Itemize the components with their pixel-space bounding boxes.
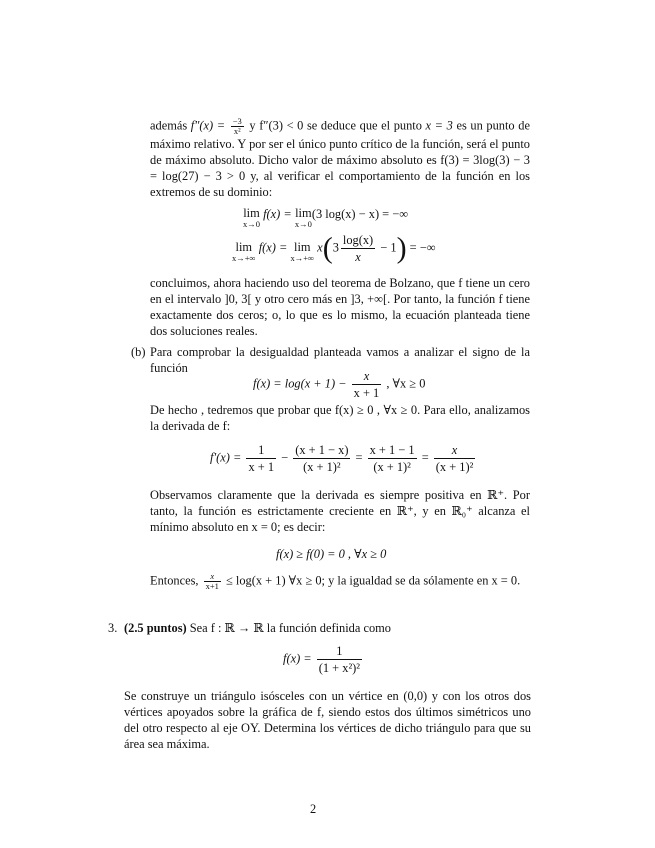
lim-subscript: x→+∞	[232, 253, 256, 263]
part-a-paragraph-1	[150, 117, 530, 200]
math-fragment: f(x) = log(x + 1) −	[253, 376, 350, 391]
part-b-paragraph-1: De hecho , tedremos que probar que f(x) ≥ 0 , ∀x ≥ 0. Para ello, analizamos la derivada de f:	[150, 403, 530, 433]
fraction-denominator: x + 1	[353, 386, 380, 400]
fraction-numerator: x	[363, 369, 370, 383]
problem-points: (2.5 puntos)	[124, 621, 187, 635]
math-fragment: − 1	[377, 240, 397, 255]
fraction	[434, 442, 476, 475]
text-fragment: además	[150, 118, 191, 133]
lim-subscript: x→+∞	[290, 253, 315, 263]
math-fragment: 3	[332, 240, 339, 255]
text-fragment: Entonces,	[150, 573, 202, 588]
math-fragment: f″(x) =	[190, 118, 229, 133]
problem-3-statement	[124, 620, 534, 636]
fraction-numerator: log(x)	[342, 233, 374, 247]
page-number: 2	[310, 802, 317, 816]
fraction-numerator: x	[451, 443, 458, 457]
math-operator: =	[418, 450, 432, 465]
fraction-denominator: (1 + x²)²	[318, 661, 361, 675]
part-b-label: (b)	[131, 345, 146, 359]
math-fragment: x	[314, 240, 323, 255]
equation-fx	[253, 368, 425, 401]
lim-text: lim	[235, 240, 253, 254]
text-fragment: es un	[452, 118, 483, 133]
text-fragment: y f″(3) < 0 se deduce que el punto	[245, 118, 426, 133]
problem-3-number: 3.	[108, 621, 118, 635]
fraction-denominator: x	[341, 248, 375, 265]
math-fragment: f(x) =	[255, 240, 291, 255]
right-paren: )	[396, 231, 407, 265]
lim-text: lim	[295, 206, 312, 220]
problem-3-body: Se construye un triángulo isósceles con un vértice en (0,0) y con los otros dos vértices apoyados sobre la gráfica de f, siendo estos dos últimos simétricos uno del otro respecto al eje OY. Determina los vértices de dicho triángulo para que su área sea máxima.	[124, 689, 531, 751]
fraction-denominator: x+1	[205, 581, 219, 591]
fraction	[231, 117, 244, 136]
lim-subscript: x→0	[294, 219, 312, 229]
part-a-paragraph-2: concluimos, ahora haciendo uso del teorema de Bolzano, que f tiene un cero en el intervalo ]0, 3[ y otro cero más en ]3, +∞[. Por tanto, la función f tiene exactamente dos ceros; o, lo que es lo mismo, la ecuación planteada tiene dos soluciones reales.	[150, 276, 530, 338]
fraction-numerator: −3	[232, 116, 242, 126]
fraction-numerator: 1	[258, 443, 265, 457]
part-b-conclusion	[150, 572, 540, 591]
fraction	[204, 572, 221, 591]
lim-text: lim	[294, 240, 311, 254]
math-operator: −	[278, 450, 292, 465]
math-fragment: (3 log(x) − x) = −∞	[311, 207, 409, 221]
fraction	[317, 643, 362, 676]
math-fragment: f(x) =	[260, 207, 295, 221]
limit-equation-1	[243, 206, 408, 229]
part-b-paragraph-2: Observamos claramente que la derivada es siempre positiva en ℝ⁺. Por tanto, la función es estrictamente creciente en ℝ⁺, y en ℝ₀⁺ alcanza el mínimo absoluto en x = 0; es decir:	[150, 488, 530, 534]
math-fragment: = −∞	[406, 240, 436, 255]
fraction-denominator: x²	[231, 126, 244, 136]
math-fragment: f(x) =	[283, 651, 315, 666]
limit-operator	[243, 206, 260, 229]
fraction-denominator: (x + 1)²	[435, 460, 474, 474]
fraction	[352, 368, 382, 401]
equation-minimum: f(x) ≥ f(0) = 0 , ∀x ≥ 0	[276, 547, 387, 561]
fraction-numerator: 1	[336, 644, 343, 658]
limit-operator	[295, 206, 312, 229]
fraction	[246, 442, 276, 475]
math-operator: =	[352, 450, 366, 465]
equation-derivative	[210, 442, 477, 475]
problem-3-equation	[283, 643, 364, 676]
fraction-numerator: x	[210, 571, 215, 581]
fraction-denominator: x + 1	[248, 460, 275, 474]
math-fragment: f′(x) =	[210, 450, 245, 465]
fraction-denominator: (x + 1)²	[293, 458, 350, 475]
limit-operator	[290, 240, 314, 263]
fraction	[293, 442, 350, 475]
fraction	[341, 232, 375, 265]
text-fragment: ≤ log(x + 1) ∀x ≥ 0; y la igualdad se da sólamente en x = 0.	[222, 573, 521, 588]
fraction-numerator: (x + 1 − x)	[295, 443, 349, 457]
text-fragment: punto de máximo relativo. Y por ser el único punto crítico de la función, será el punto de máximo absoluto. Dicho valor de máximo absoluto es f(3) = 3log(3) − 3 = log(27) − 3 > 0 y, al verificar el comportamiento de la función en los extremos de su dominio:	[150, 118, 530, 199]
fraction-numerator: x + 1 − 1	[369, 443, 415, 457]
part-b-intro: Para comprobar la desigualdad planteada vamos a analizar el signo de la función	[150, 345, 530, 375]
math-fragment: x = 3	[425, 118, 453, 133]
fraction-denominator: (x + 1)²	[368, 458, 417, 475]
math-fragment: , ∀x ≥ 0	[383, 376, 426, 391]
lim-text: lim	[243, 206, 260, 220]
left-paren: (	[322, 231, 333, 265]
lim-subscript: x→0	[243, 219, 260, 229]
fraction	[368, 442, 417, 475]
limit-equation-2	[232, 232, 436, 265]
text-fragment: Sea f : ℝ → ℝ la función definida como	[186, 621, 391, 635]
limit-operator	[232, 240, 256, 263]
